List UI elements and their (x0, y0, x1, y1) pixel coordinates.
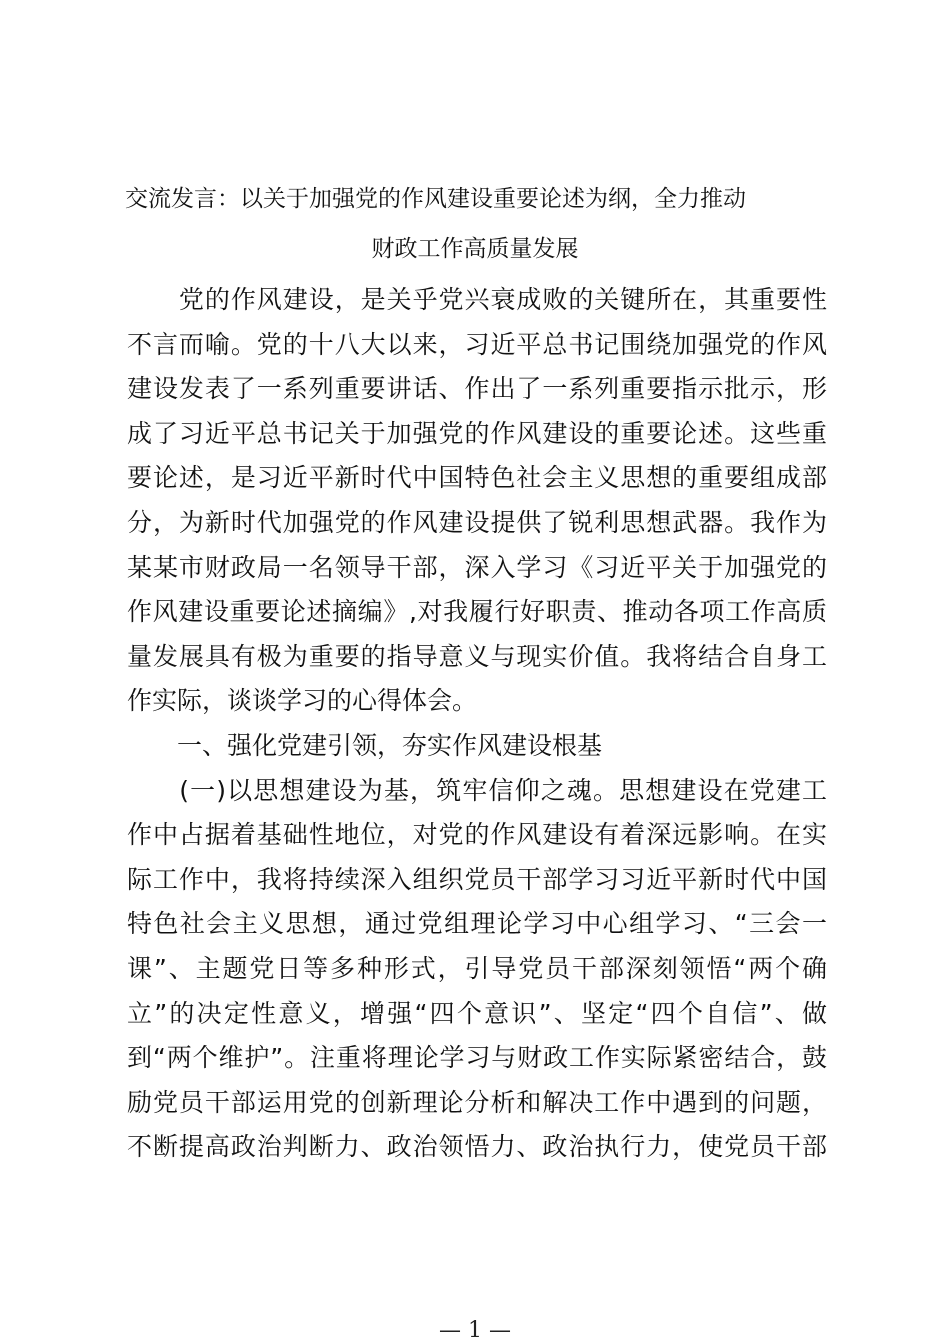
paragraph-line: 作风建设重要论述摘编》,对我履行好职责、推动各项工作高质 (127, 597, 827, 627)
paragraph-line: 际工作中，我将持续深入组织党员干部学习习近平新时代中国 (127, 864, 827, 894)
document-title-line-2: 财政工作高质量发展 (371, 236, 579, 262)
paragraph-line: 不断提高政治判断力、政治领悟力、政治执行力，使党员干部 (127, 1132, 827, 1162)
paragraph-line: 分，为新时代加强党的作风建设提供了锐利思想武器。我作为 (127, 507, 827, 537)
paragraph-line: 作实际，谈谈学习的心得体会。 (127, 686, 478, 716)
paragraph-line: 作中占据着基础性地位，对党的作风建设有着深远影响。在实 (127, 820, 827, 850)
paragraph-line: 成了习近平总书记关于加强党的作风建设的重要论述。这些重 (127, 418, 827, 448)
page-number: — 1 — (439, 1318, 511, 1343)
paragraph-line: 某某市财政局一名领导干部，深入学习《习近平关于加强党的 (127, 552, 827, 582)
document-body (127, 278, 827, 1170)
paragraph-line: (一)以思想建设为基，筑牢信仰之魂。思想建设在党建工 (127, 775, 827, 805)
paragraph-line: 课”、主题党日等多种形式，引导党员干部深刻领悟“两个确 (127, 953, 827, 983)
paragraph-line: 不言而喻。党的十八大以来，习近平总书记围绕加强党的作风 (127, 329, 827, 359)
paragraph-line: 量发展具有极为重要的指导意义与现实价值。我将结合自身工 (127, 641, 827, 671)
paragraph-line: 特色社会主义思想，通过党组理论学习中心组学习、“三会一 (127, 909, 827, 939)
paragraph-line: 立”的决定性意义，增强“四个意识”、坚定“四个自信”、做 (127, 998, 827, 1028)
paragraph-line: 党的作风建设，是关乎党兴衰成败的关键所在，其重要性 (127, 285, 827, 314)
paragraph-line: 到“两个维护”。注重将理论学习与财政工作实际紧密结合，鼓 (127, 1043, 827, 1073)
paragraph-line: 建设发表了一系列重要讲话、作出了一系列重要指示批示，形 (127, 374, 827, 404)
paragraph-line: 要论述，是习近平新时代中国特色社会主义思想的重要组成部 (127, 463, 827, 493)
paragraph-line: 励党员干部运用党的创新理论分析和解决工作中遇到的问题， (127, 1087, 827, 1117)
section-heading: 一、强化党建引领，夯实作风建设根基 (127, 730, 603, 760)
document-title-line-1: 交流发言：以关于加强党的作风建设重要论述为纲，全力推动 (125, 186, 746, 212)
